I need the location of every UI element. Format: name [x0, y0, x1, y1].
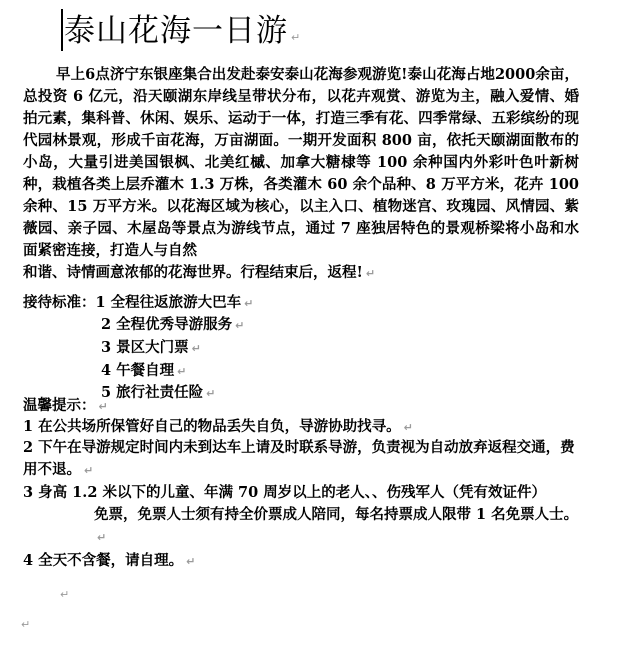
standards-heading[interactable] — [23, 292, 253, 315]
paragraph-mark-icon: ↵ — [186, 555, 196, 568]
tip-item[interactable]: 4 全天不含餐，请自理。 ↵ — [23, 552, 196, 569]
paragraph-mark-icon[interactable]: ↵ — [60, 588, 70, 601]
standards-item[interactable]: 2 全程优秀导游服务 ↵ — [101, 316, 245, 333]
standards-item[interactable]: 4 午餐自理 ↵ — [101, 361, 187, 379]
tip-item[interactable]: 2 下午在导游规定时间内未到达车上请及时联系导游，负责视为自动放弃返程交通，费用不退。 ↵ — [23, 439, 575, 478]
page-title[interactable] — [64, 11, 301, 58]
paragraph-mark-icon: ↵ — [191, 341, 201, 355]
paragraph-mark-icon: ↵ — [177, 364, 187, 378]
paragraph-mark-icon: ↵ — [206, 387, 216, 401]
standards-item[interactable]: 3 景区大门票 ↵ — [101, 338, 201, 356]
intro-text: 早上6点济宁东银座集合出发赴泰安泰山花海参观游览!泰山花海占地2000余亩，总投资 6 亿元，沿天颐湖东岸线呈带状分布，以花卉观赏、游览为主，融入爱情、婚拍元素，集科普、休闲、娱乐、运动于一体，打造三季有花、四季常绿、五彩缤纷的现代园林景观，形成千亩花海，万亩湖面。一期开发面积 800 亩，依托天颐湖面散布的小岛，大量引进美国银枫、北美红槭、加拿大糖棣等 100 余种国内外彩叶色叶新树种，栽植各类上层乔灌木 1.3 万株，各类灌木 60 余个品种、8 万平方米，花卉 100 余种、15 万平方米。以花海区域为核心，以主入口、植物迷宫、玫瑰园、风情园、紫薇园、亲子园、木屋岛等景点为游线节点，通过 7 座独居特色的景观桥梁将小岛和水面紧密连接，打造人与自然 — [23, 66, 579, 259]
tip-item[interactable]: 1 在公共场所保管好自己的物品丢失自负，导游协助找寻。 ↵ — [23, 418, 413, 435]
paragraph-mark-icon: ↵ — [97, 531, 107, 544]
tip-continuation: 免票，免票人士须有持全价票成人陪同，每名持票成人限带 1 名免票人士。↵ — [94, 506, 579, 544]
intro-paragraph[interactable] — [23, 64, 579, 262]
paragraph-mark-icon: ↵ — [98, 400, 108, 413]
paragraph-mark-icon: ↵ — [84, 464, 94, 477]
text-cursor — [61, 9, 63, 51]
standards-item[interactable]: 5 旅行社责任险 ↵ — [101, 384, 216, 402]
standards-list — [101, 314, 244, 405]
standards-item: 1 全程往返旅游大巴车 — [95, 294, 242, 311]
paragraph-mark-icon: ↵ — [365, 267, 376, 280]
intro-paragraph-ending[interactable] — [23, 262, 579, 285]
title-text: 泰山花海一日游 — [64, 13, 288, 49]
paragraph-mark-icon: ↵ — [244, 297, 254, 310]
tips-heading[interactable]: 温馨提示： ↵ — [23, 397, 108, 414]
standards-heading-label: 接待标准： — [23, 294, 96, 311]
intro-ending-text: 和谐、诗情画意浓郁的花海世界。行程结束后，返程! — [23, 264, 363, 281]
paragraph-mark-icon: ↵ — [403, 421, 413, 434]
paragraph-mark-icon: ↵ — [235, 319, 245, 332]
tip-item[interactable]: 3 身高 1.2 米以下的儿童、年满 70 周岁以上的老人、、伤残军人（凭有效证件） 免票，免票人士须有持全价票成人陪同，每名持票成人限带 1 名免票人士。↵ — [23, 482, 583, 549]
paragraph-mark-icon: ↵ — [291, 31, 302, 44]
paragraph-mark-icon[interactable]: ↵ — [21, 618, 31, 631]
